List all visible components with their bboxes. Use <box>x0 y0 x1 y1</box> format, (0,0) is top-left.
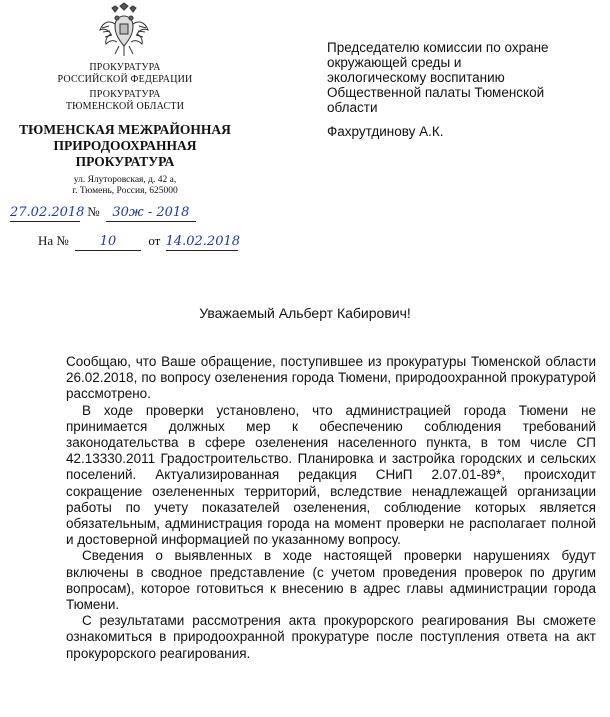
body-paragraph-1: Сообщаю, что Ваше обращение, поступившее из прокуратуры Тюменской области 26.02.2018, по вопросу озеленения города Тюмени, природоохранной прокуратурой рассмотрено. <box>66 354 596 402</box>
salutation: Уважаемый Альберт Кабирович! <box>199 305 411 321</box>
addressee-line-3: экологическому воспитанию <box>327 70 505 85</box>
address-line-2: г. Тюмень, Россия, 625000 <box>72 186 178 196</box>
body-paragraph-4: С результатами рассмотрения акта прокурорского реагирования Вы сможете ознакомиться в природоохранной прокуратуре после поступления ответа на акт прокурорского реагирования. <box>66 613 596 661</box>
body-paragraph-3: Сведения о выявленных в ходе настоящей проверки нарушениях будут включены в сводное представление (с учетом проведения проверок по другим вопросам), которое готовиться к внесению в адрес главы администрации города Тюмени. <box>66 548 596 613</box>
addressee-name: Фахрутдинову А.К. <box>327 124 444 139</box>
letter-body <box>66 354 596 662</box>
addressee-line-5: области <box>327 100 378 115</box>
reply-reference-line <box>38 233 241 251</box>
reply-number: 10 <box>75 235 141 251</box>
from-label: от <box>148 233 161 248</box>
address-line-1: ул. Ялуторовская, д. 42 а, <box>73 175 177 185</box>
reply-date: 14.02.2018 <box>165 234 241 249</box>
registration-number: 30ж - 2018 <box>106 206 196 222</box>
dept-line-4: ТЮМЕНСКОЙ ОБЛАСТИ <box>65 101 185 112</box>
dept-line-2: РОССИЙСКОЙ ФЕДЕРАЦИИ <box>57 74 193 85</box>
addressee-line-4: Общественной палаты Тюменской <box>327 85 545 100</box>
reply-label: На № <box>38 233 69 248</box>
org-title-line-3: ПРОКУРАТУРА <box>75 154 175 169</box>
addressee-line-2: окружающей среды и <box>327 55 462 70</box>
number-label: № <box>87 204 100 219</box>
dept-line-3: ПРОКУРАТУРА <box>89 89 161 100</box>
org-title-line-2: ПРИРОДООХРАННАЯ <box>53 138 197 153</box>
body-paragraph-2: В ходе проверки установлено, что администрацией города Тюмени не принимается должных мер к обеспечению соблюдения требований законодательства в сфере озеленения населенного пункта, в том числе СП 42.13330.2011 Градостроительство. Планировка и застройка городских и сельских поселений. Актуализированная редакция СНиП 2.07.01-89*, происходит сокращение озелененных территорий, вследствие ненадлежащей организации работы по учету показателей озеленения, соблюдение которых является обязательным, администрация города на момент проверки не располагает полной и достоверной информацией по указанному вопросу. <box>66 402 596 548</box>
addressee-line-1: Председателю комиссии по охране <box>327 40 549 55</box>
registration-date: 27.02.2018 <box>10 205 85 220</box>
dept-line-1: ПРОКУРАТУРА <box>89 62 161 73</box>
registration-line <box>10 204 196 222</box>
addressee-block <box>327 40 597 115</box>
org-title-line-1: ТЮМЕНСКАЯ МЕЖРАЙОННАЯ <box>19 122 231 137</box>
russian-double-headed-eagle-icon <box>97 2 151 58</box>
